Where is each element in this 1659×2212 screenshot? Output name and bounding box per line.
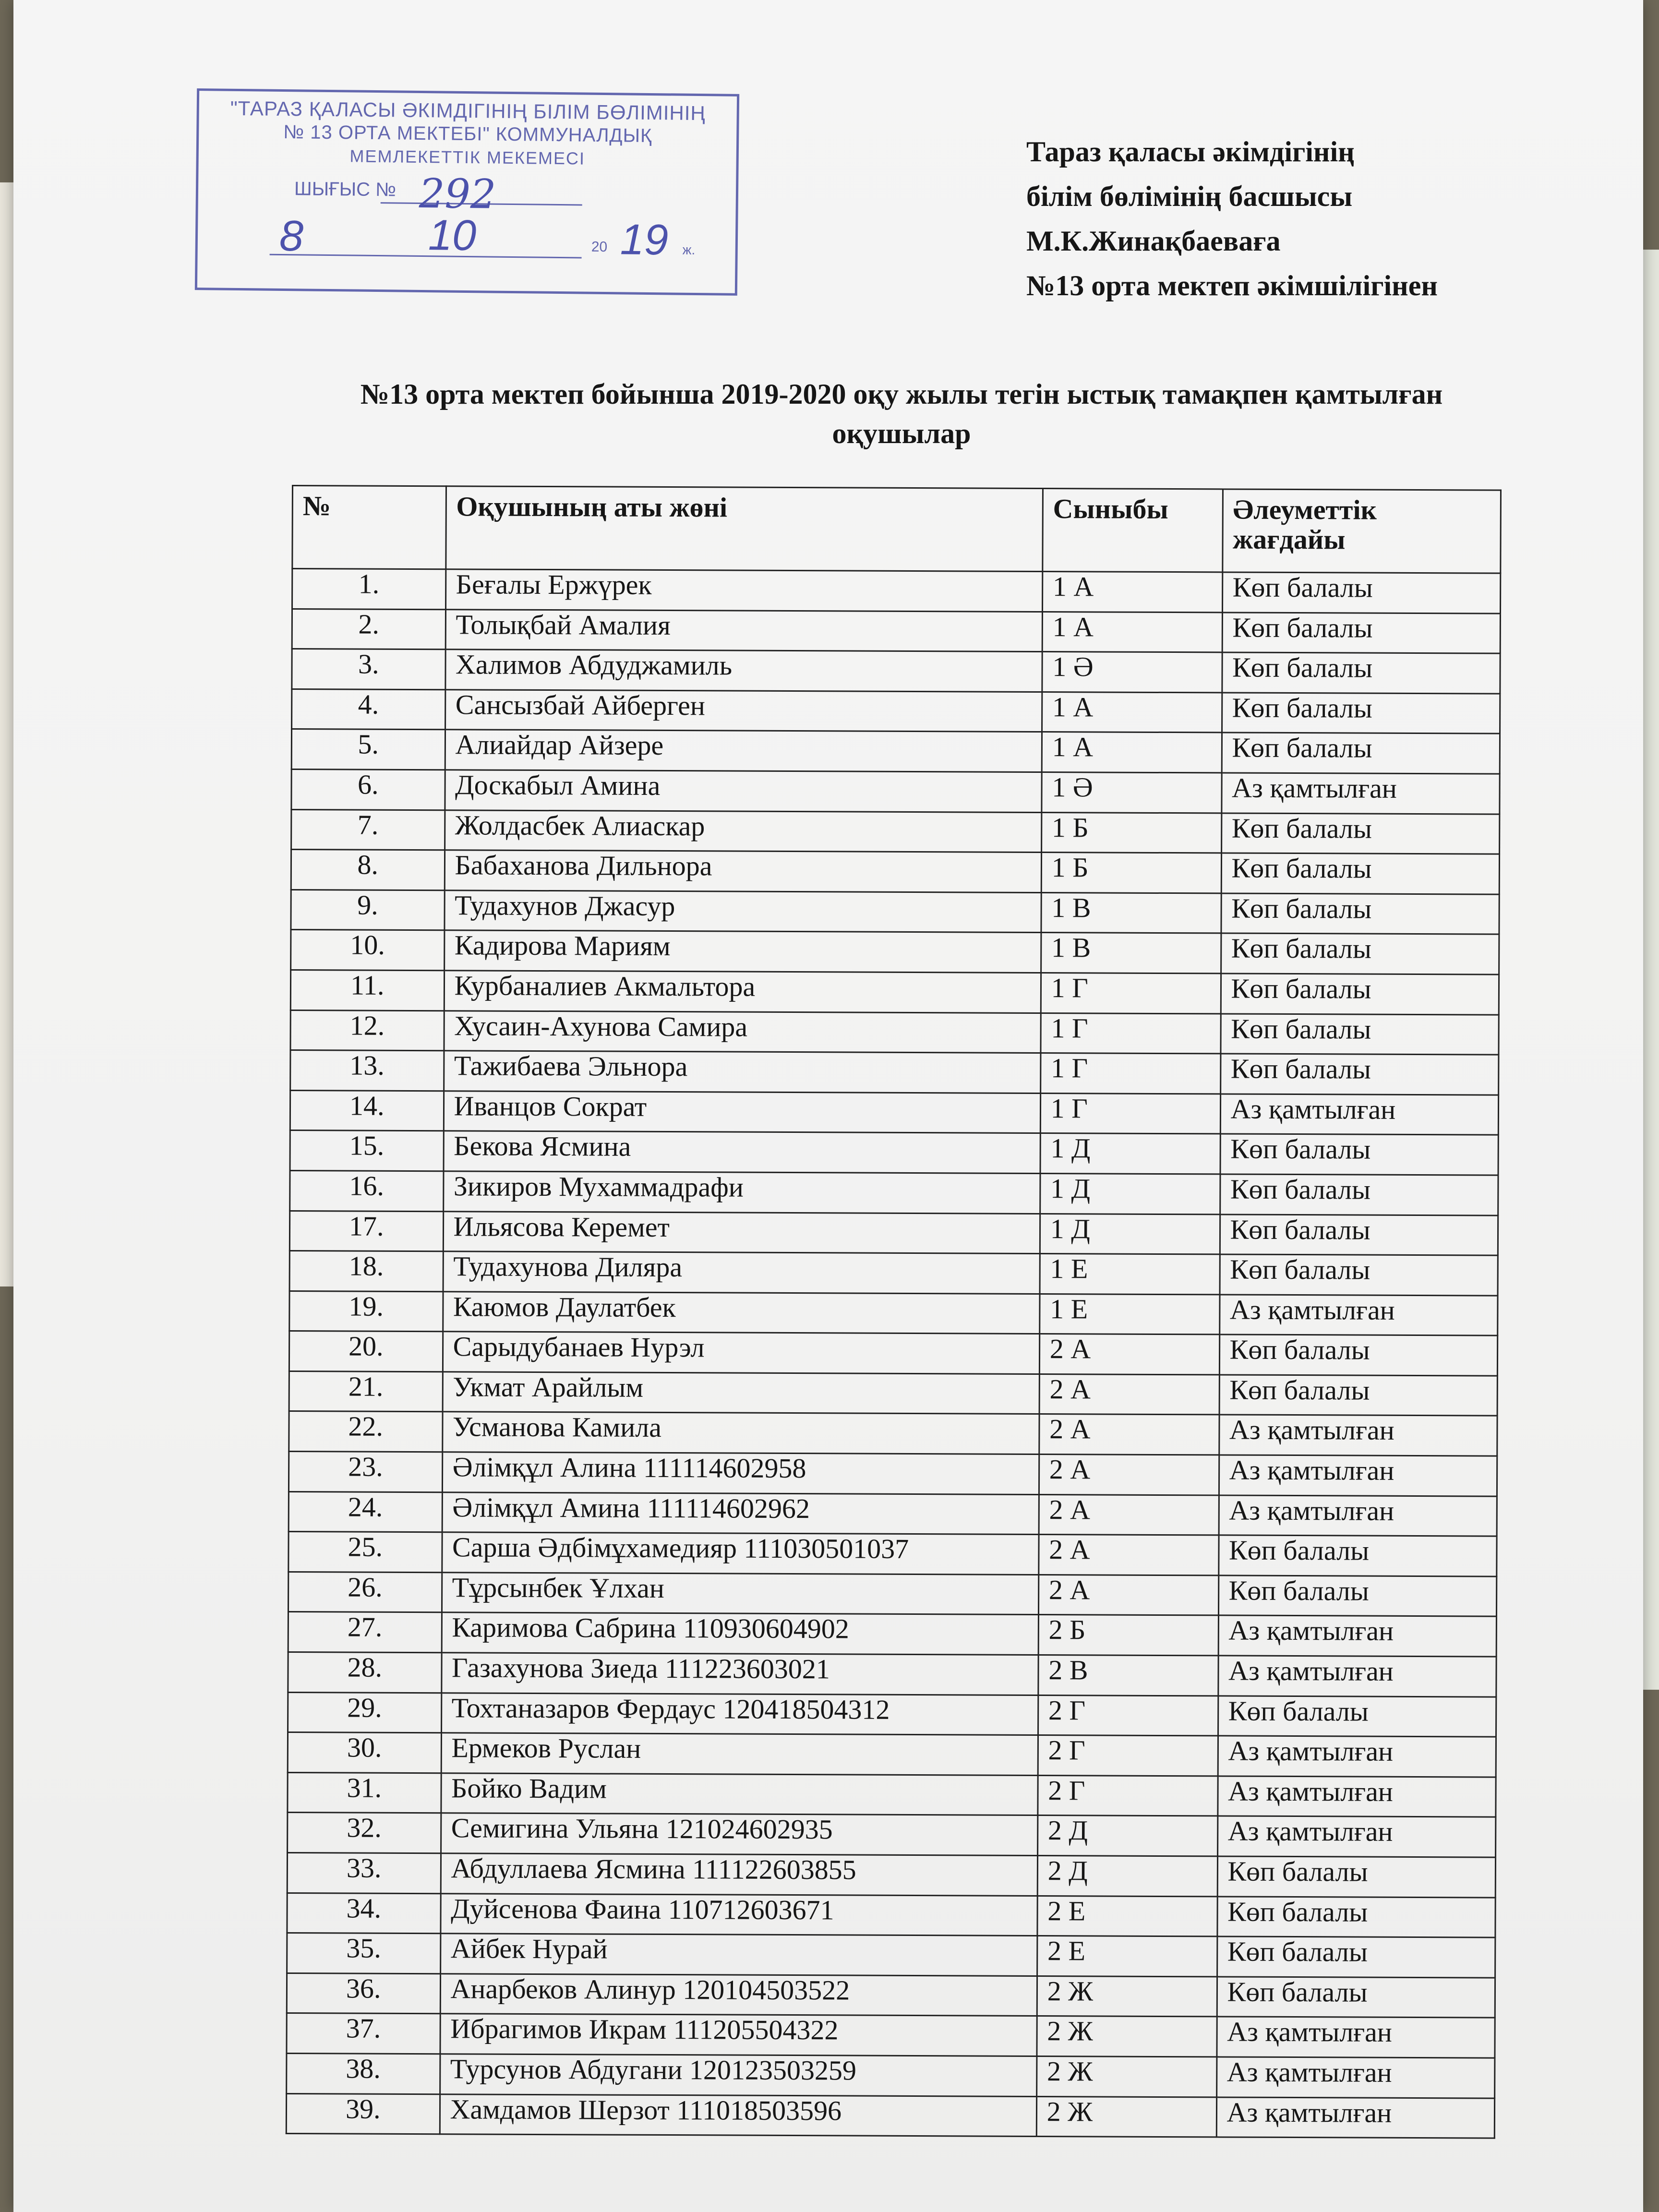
cell-number: 13. bbox=[290, 1050, 444, 1091]
cell-number: 5. bbox=[291, 729, 445, 770]
cell-class: 2 А bbox=[1039, 1494, 1219, 1535]
table-row bbox=[291, 729, 1500, 774]
stamp-year-prefix: 20 bbox=[591, 239, 608, 255]
cell-social-status: Көп балалы bbox=[1218, 1696, 1496, 1737]
cell-class: 1 Д bbox=[1040, 1133, 1220, 1174]
cell-number: 38. bbox=[287, 2053, 440, 2094]
cell-class: 1 Ә bbox=[1042, 652, 1222, 693]
cell-social-status: Көп балалы bbox=[1217, 1856, 1496, 1898]
cell-student-name: Тудахунова Диляра bbox=[443, 1251, 1040, 1294]
table-row bbox=[288, 1692, 1496, 1737]
cell-student-name: Доскабыл Амина bbox=[445, 770, 1042, 812]
cell-number: 3. bbox=[292, 649, 445, 690]
stamp-year-suffix: ж. bbox=[682, 242, 696, 257]
addressee-line: М.К.Жинақбаеваға bbox=[1026, 225, 1281, 257]
cell-social-status: Көп балалы bbox=[1221, 853, 1500, 894]
table-row bbox=[289, 1291, 1498, 1335]
cell-class: 2 А bbox=[1039, 1414, 1219, 1455]
table-header-row bbox=[292, 486, 1501, 574]
cell-number: 6. bbox=[291, 769, 445, 810]
cell-number: 28. bbox=[288, 1652, 442, 1693]
cell-student-name: Усманова Камила bbox=[442, 1412, 1039, 1454]
cell-number: 8. bbox=[291, 850, 445, 890]
cell-social-status: Аз қамтылған bbox=[1219, 1455, 1497, 1496]
table-row bbox=[291, 890, 1499, 934]
cell-social-status: Аз қамтылған bbox=[1218, 1615, 1497, 1657]
cell-number: 30. bbox=[288, 1732, 441, 1773]
cell-social-status: Көп балалы bbox=[1217, 1936, 1495, 1978]
cell-number: 34. bbox=[287, 1893, 441, 1934]
cell-class: 2 Д bbox=[1037, 1855, 1217, 1896]
table-row bbox=[289, 1532, 1497, 1576]
cell-student-name: Ильясова Керемет bbox=[443, 1211, 1040, 1253]
title-line-1: №13 орта мектеп бойынша 2019-2020 оқу жылы тегін ыстық тамақпен қамтылған bbox=[360, 378, 1443, 410]
cell-number: 32. bbox=[288, 1813, 441, 1853]
cell-student-name: Тажибаева Эльнора bbox=[444, 1051, 1041, 1093]
cell-class: 1 Е bbox=[1039, 1294, 1219, 1334]
cell-number: 22. bbox=[289, 1411, 443, 1452]
cell-student-name: Ибрагимов Икрам 111205504322 bbox=[440, 2014, 1037, 2056]
table-row bbox=[287, 2053, 1495, 2098]
cell-class: 2 А bbox=[1039, 1374, 1219, 1415]
cell-student-name: Укмат Арайлым bbox=[443, 1372, 1040, 1414]
cell-class: 2 Ж bbox=[1036, 2096, 1216, 2137]
cell-student-name: Курбаналиев Акмальтора bbox=[444, 971, 1041, 1013]
table-row bbox=[287, 1852, 1495, 1897]
cell-student-name: Анарбеков Алинур 120104503522 bbox=[440, 1973, 1037, 2016]
cell-social-status: Көп балалы bbox=[1217, 1977, 1495, 2018]
table-row bbox=[287, 2013, 1495, 2058]
cell-social-status: Аз қамтылған bbox=[1218, 1656, 1496, 1697]
cell-social-status: Көп балалы bbox=[1220, 1214, 1498, 1255]
cell-student-name: Газахунова Зиеда 111223603021 bbox=[441, 1653, 1038, 1695]
cell-number: 7. bbox=[291, 809, 445, 850]
cell-student-name: Ермеков Руслан bbox=[441, 1733, 1038, 1775]
cell-class: 2 Б bbox=[1038, 1615, 1218, 1656]
cell-student-name: Бекова Ясмина bbox=[444, 1131, 1041, 1173]
cell-number: 1. bbox=[292, 569, 446, 610]
cell-class: 2 А bbox=[1038, 1575, 1218, 1615]
stamp-line-3: МЕМЛЕКЕТТІК МЕКЕМЕСІ bbox=[349, 146, 586, 168]
table-row bbox=[291, 850, 1499, 894]
table-row bbox=[288, 1813, 1496, 1857]
table-row bbox=[291, 769, 1500, 814]
students-table bbox=[286, 485, 1502, 2139]
cell-student-name: Абдуллаева Ясмина 111122603855 bbox=[441, 1853, 1038, 1896]
cell-student-name: Бабаханова Дильнора bbox=[445, 850, 1042, 892]
document-page bbox=[13, 0, 1643, 2212]
stamp-year: 19 bbox=[620, 216, 669, 264]
cell-student-name: Дуйсенова Фаина 110712603671 bbox=[440, 1893, 1037, 1936]
cell-social-status: Көп балалы bbox=[1222, 733, 1500, 774]
cell-number: 4. bbox=[292, 689, 445, 730]
stamp-month: 10 bbox=[428, 211, 477, 260]
cell-number: 25. bbox=[289, 1532, 442, 1573]
cell-class: 1 Г bbox=[1041, 973, 1221, 1013]
cell-class: 2 Г bbox=[1038, 1735, 1218, 1776]
cell-student-name: Тудахунов Джасур bbox=[444, 890, 1041, 932]
table-row bbox=[290, 1170, 1498, 1215]
cell-number: 10. bbox=[291, 930, 445, 971]
stamp-date-underline bbox=[270, 254, 582, 259]
cell-social-status: Көп балалы bbox=[1222, 652, 1500, 694]
table-row bbox=[289, 1331, 1497, 1376]
cell-social-status: Аз қамтылған bbox=[1219, 1415, 1497, 1456]
cell-social-status: Аз қамтылған bbox=[1216, 2097, 1495, 2138]
cell-social-status: Көп балалы bbox=[1222, 613, 1501, 654]
table-row bbox=[289, 1491, 1497, 1536]
cell-class: 2 А bbox=[1039, 1535, 1219, 1575]
cell-social-status: Көп балалы bbox=[1220, 1174, 1498, 1215]
cell-number: 19. bbox=[289, 1291, 443, 1332]
cell-student-name: Беғалы Ержүрек bbox=[445, 569, 1043, 612]
cell-class: 1 В bbox=[1041, 933, 1221, 974]
cell-class: 2 Г bbox=[1038, 1775, 1218, 1816]
cell-student-name: Зикиров Мухаммадрафи bbox=[443, 1171, 1040, 1214]
stamp-line-2: № 13 ОРТА МЕКТЕБІ" КОММУНАЛДЫҚ bbox=[283, 121, 652, 147]
cell-social-status: Көп балалы bbox=[1221, 933, 1499, 974]
table-row bbox=[287, 1893, 1495, 1937]
cell-social-status: Аз қамтылған bbox=[1221, 773, 1500, 814]
table-row bbox=[287, 1933, 1495, 1978]
cell-social-status: Аз қамтылған bbox=[1220, 1094, 1499, 1135]
cell-class: 1 Д bbox=[1040, 1214, 1220, 1254]
table-body bbox=[286, 569, 1500, 2139]
cell-number: 20. bbox=[289, 1331, 443, 1372]
header-class: Сыныбы bbox=[1043, 489, 1223, 572]
cell-student-name: Жолдасбек Алиаскар bbox=[445, 810, 1042, 852]
cell-student-name: Халимов Абдуджамиль bbox=[445, 649, 1042, 692]
addressee-line: Тараз қаласы әкімдігінің bbox=[1026, 136, 1355, 168]
document-title bbox=[253, 374, 1550, 453]
cell-class: 1 Г bbox=[1040, 1093, 1220, 1134]
cell-social-status: Көп балалы bbox=[1218, 1535, 1497, 1576]
addressee-block bbox=[1026, 130, 1438, 308]
table-row bbox=[286, 2093, 1494, 2138]
cell-social-status: Көп балалы bbox=[1221, 893, 1499, 935]
cell-class: 1 Б bbox=[1041, 812, 1221, 853]
cell-class: 1 А bbox=[1042, 612, 1222, 652]
cell-number: 9. bbox=[291, 890, 445, 930]
table-row bbox=[291, 809, 1500, 854]
cell-number: 14. bbox=[290, 1090, 444, 1131]
cell-class: 2 Е bbox=[1037, 1936, 1217, 1977]
cell-class: 1 Д bbox=[1040, 1173, 1220, 1214]
cell-class: 2 А bbox=[1039, 1334, 1219, 1375]
cell-student-name: Толықбай Амалия bbox=[445, 609, 1043, 651]
header-number: № bbox=[292, 486, 446, 569]
stamp-number: 292 bbox=[419, 169, 496, 218]
cell-social-status: Аз қамтылған bbox=[1217, 1776, 1496, 1817]
stamp-number-label: ШЫҒЫС № bbox=[294, 178, 397, 201]
cell-social-status: Көп балалы bbox=[1220, 1013, 1499, 1055]
registration-stamp bbox=[195, 88, 739, 296]
cell-student-name: Кадирова Мариям bbox=[444, 930, 1041, 973]
cell-student-name: Хамдамов Шерзот 111018503596 bbox=[440, 2094, 1037, 2136]
addressee-line: білім бөлімінің басшысы bbox=[1026, 180, 1353, 212]
cell-social-status: Көп балалы bbox=[1219, 1334, 1498, 1376]
table-row bbox=[289, 1411, 1497, 1456]
cell-student-name: Турсунов Абдугани 120123503259 bbox=[440, 2054, 1037, 2096]
table-row bbox=[289, 1452, 1497, 1496]
table-row bbox=[288, 1732, 1496, 1777]
cell-number: 37. bbox=[287, 2013, 440, 2054]
cell-class: 2 Г bbox=[1038, 1695, 1218, 1736]
cell-class: 1 Г bbox=[1040, 1053, 1220, 1094]
table-row bbox=[288, 1612, 1496, 1657]
table-row bbox=[290, 970, 1499, 1014]
title-line-2: оқушылар bbox=[832, 418, 971, 449]
table-row bbox=[289, 1211, 1498, 1255]
cell-number: 18. bbox=[289, 1251, 443, 1292]
cell-social-status: Көп балалы bbox=[1222, 693, 1500, 734]
cell-class: 1 А bbox=[1042, 572, 1222, 613]
stamp-line-1: "ТАРАЗ ҚАЛАСЫ ӘКІМДІГІНІҢ БІЛІМ БӨЛІМІНІҢ bbox=[230, 96, 706, 125]
cell-social-status: Аз қамтылған bbox=[1219, 1495, 1497, 1537]
cell-student-name: Алиайдар Айзере bbox=[445, 730, 1042, 772]
cell-social-status: Аз қамтылған bbox=[1216, 2057, 1495, 2098]
table-row bbox=[290, 1010, 1499, 1055]
cell-student-name: Әлімқұл Амина 111114602962 bbox=[442, 1492, 1039, 1534]
cell-class: 2 Д bbox=[1037, 1815, 1217, 1856]
cell-number: 39. bbox=[286, 2093, 440, 2134]
cell-social-status: Аз қамтылған bbox=[1219, 1295, 1498, 1336]
header-student-name: Оқушының аты жөні bbox=[445, 486, 1043, 572]
table-row bbox=[292, 609, 1500, 653]
cell-student-name: Сансызбай Айберген bbox=[445, 690, 1042, 732]
cell-social-status: Көп балалы bbox=[1219, 1375, 1498, 1416]
table-row bbox=[292, 569, 1501, 613]
cell-class: 1 Б bbox=[1041, 853, 1221, 893]
cell-class: 1 А bbox=[1042, 692, 1222, 733]
header-social-status: Әлеуметтік жағдайы bbox=[1222, 489, 1501, 573]
cell-social-status: Көп балалы bbox=[1220, 1134, 1499, 1175]
cell-class: 2 Ж bbox=[1037, 1976, 1217, 2017]
cell-number: 17. bbox=[289, 1211, 443, 1251]
table-row bbox=[288, 1772, 1496, 1817]
cell-number: 29. bbox=[288, 1692, 442, 1733]
cell-student-name: Каюмов Даулатбек bbox=[443, 1291, 1040, 1334]
cell-number: 23. bbox=[289, 1452, 442, 1492]
cell-class: 1 Г bbox=[1041, 1013, 1221, 1054]
cell-number: 12. bbox=[290, 1010, 444, 1051]
stamp-day: 8 bbox=[279, 212, 304, 261]
cell-student-name: Сарша Әдбімұхамедияр 111030501037 bbox=[442, 1532, 1039, 1575]
cell-social-status: Көп балалы bbox=[1218, 1575, 1497, 1617]
cell-student-name: Бойко Вадим bbox=[441, 1773, 1038, 1815]
cell-student-name: Тұрсынбек Ұлхан bbox=[442, 1573, 1039, 1615]
cell-class: 2 Ж bbox=[1036, 2056, 1216, 2097]
cell-number: 33. bbox=[287, 1852, 441, 1893]
cell-number: 27. bbox=[288, 1612, 442, 1653]
cell-class: 1 В bbox=[1041, 892, 1221, 933]
cell-social-status: Көп балалы bbox=[1220, 1254, 1498, 1296]
cell-social-status: Аз қамтылған bbox=[1218, 1736, 1496, 1777]
table-row bbox=[290, 1130, 1498, 1175]
cell-social-status: Көп балалы bbox=[1220, 1054, 1499, 1095]
cell-student-name: Семигина Ульяна 121024602935 bbox=[441, 1813, 1038, 1855]
cell-student-name: Хусаин-Ахунова Самира bbox=[444, 1010, 1041, 1053]
cell-number: 11. bbox=[290, 970, 444, 1010]
cell-student-name: Тохтаназаров Фердаус 120418504312 bbox=[441, 1693, 1038, 1735]
cell-social-status: Көп балалы bbox=[1221, 813, 1500, 854]
cell-class: 2 А bbox=[1039, 1455, 1219, 1495]
cell-number: 15. bbox=[290, 1130, 444, 1171]
cell-student-name: Әлімқұл Алина 111114602958 bbox=[442, 1452, 1039, 1494]
table-row bbox=[287, 1973, 1495, 2018]
cell-social-status: Аз қамтылған bbox=[1217, 1816, 1496, 1857]
table-row bbox=[288, 1572, 1496, 1616]
cell-class: 2 Е bbox=[1037, 1896, 1217, 1936]
cell-class: 1 А bbox=[1042, 732, 1222, 773]
table-row bbox=[289, 1371, 1497, 1416]
cell-student-name: Каримова Сабрина 110930604902 bbox=[442, 1612, 1039, 1655]
cell-social-status: Аз қамтылған bbox=[1216, 2017, 1495, 2058]
table-row bbox=[290, 1090, 1498, 1135]
cell-social-status: Көп балалы bbox=[1222, 572, 1501, 613]
cell-student-name: Иванцов Сократ bbox=[444, 1091, 1041, 1133]
cell-social-status: Көп балалы bbox=[1217, 1897, 1495, 1938]
cell-number: 24. bbox=[289, 1491, 442, 1532]
cell-class: 1 Е bbox=[1040, 1254, 1220, 1295]
table-row bbox=[291, 930, 1499, 974]
cell-number: 35. bbox=[287, 1933, 441, 1974]
table-row bbox=[292, 649, 1500, 694]
cell-class: 2 Ж bbox=[1037, 2016, 1217, 2057]
table-row bbox=[289, 1251, 1498, 1296]
cell-number: 36. bbox=[287, 1973, 440, 2014]
cell-number: 26. bbox=[288, 1572, 442, 1612]
cell-class: 1 Ә bbox=[1042, 772, 1222, 813]
table-row bbox=[288, 1652, 1496, 1697]
cell-student-name: Айбек Нурай bbox=[440, 1934, 1037, 1976]
cell-number: 31. bbox=[288, 1772, 441, 1813]
cell-class: 2 В bbox=[1038, 1655, 1218, 1696]
table-row bbox=[292, 689, 1500, 733]
cell-student-name: Сарыдубанаев Нурэл bbox=[443, 1332, 1040, 1374]
table-row bbox=[290, 1050, 1499, 1095]
cell-number: 21. bbox=[289, 1371, 443, 1412]
cell-social-status: Көп балалы bbox=[1221, 974, 1499, 1015]
cell-number: 16. bbox=[290, 1170, 444, 1211]
addressee-line: №13 орта мектеп әкімшілігінен bbox=[1026, 270, 1438, 301]
cell-number: 2. bbox=[292, 609, 445, 649]
